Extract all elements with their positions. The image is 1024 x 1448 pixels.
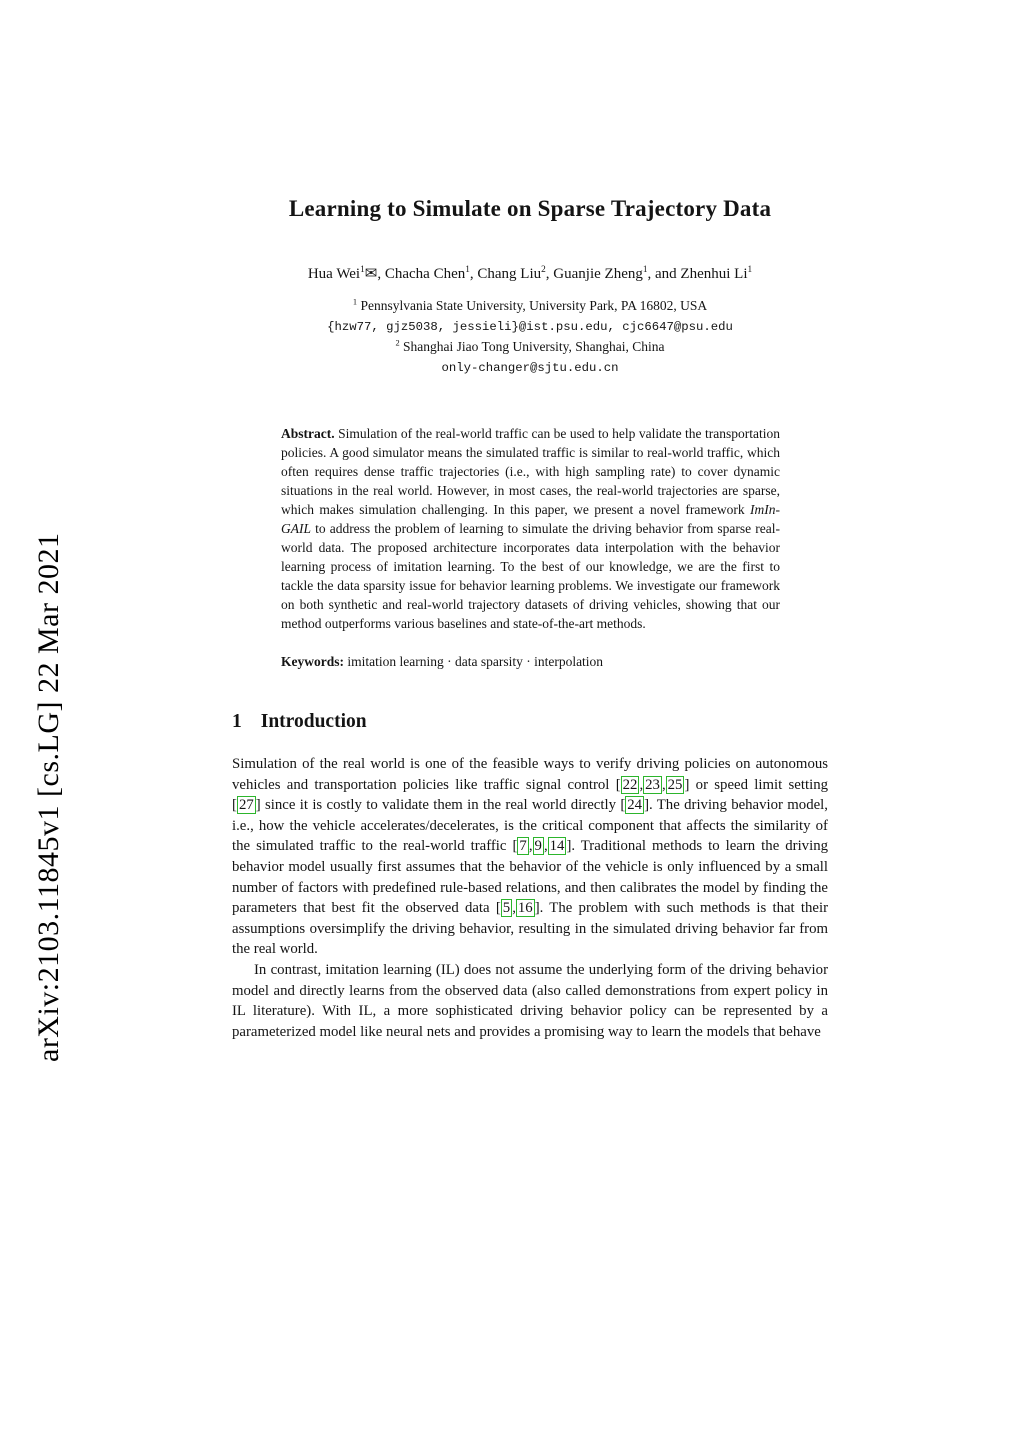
citation-link[interactable]: [ 27 ] (232, 797, 261, 814)
citation-number[interactable]: 7 (519, 838, 527, 855)
text-segment: to address the problem of learning to simulate the driving behavior from sparse real-world data. The proposed architecture incorporates data interpolation with the behavior learning process of imitation learning. To the best of our knowledge, we are the first to tackle the data sparsity issue for behavior learning problems. We investigate our framework on both synthetic and real-world trajectory datasets of driving vehicles, showing that our method outperforms various baselines and state-of-the-art methods. (281, 521, 780, 631)
text-segment: or speed limit setting (689, 776, 828, 793)
citation-link[interactable]: [ 5 , 16 ] (495, 900, 540, 917)
text-segment: Pennsylvania State University, University Park, PA 16802, USA (357, 298, 708, 313)
text-segment: since it is costly to validate them in the real world directly (260, 797, 621, 814)
section-number: 1 (232, 711, 242, 732)
citation-link[interactable]: [ 24 ] (620, 797, 649, 814)
citation-number[interactable]: 27 (238, 797, 254, 814)
affiliation-email-line-2 (232, 357, 828, 378)
citation-number[interactable]: 9 (534, 838, 542, 855)
affiliations (232, 296, 828, 378)
text-segment: In contrast, imitation learning (IL) does not assume the underlying form of the driving behavior model and directly learns from the observed data (also called demonstrations from expert policy in IL literature). With IL, a more sophisticated driving behavior policy can be represented by a parameterized model like neural nets and provides a promising way to learn the models that behave (232, 961, 828, 1040)
text-segment: Hua Wei (307, 266, 361, 282)
affiliation-line-1 (232, 296, 828, 316)
abstract-block (281, 424, 780, 671)
text-segment: . The driving behavior model, i.e., how the vehicle accelerates/decelerates, is the critical component that affects the similarity of the simulated traffic to the real-world traffic (232, 797, 828, 855)
citation-number[interactable]: 25 (667, 776, 683, 793)
text-segment: . The problem with such methods is that their assumptions oversimplify the driving behavior, resulting in the simulated driving behavior far from the real world. (232, 900, 829, 958)
superscript: 1 (642, 265, 648, 275)
arxiv-watermark: arXiv:2103.11845v1 [cs.LG] 22 Mar 2021 (32, 532, 65, 1062)
citation-number[interactable]: 16 (517, 900, 533, 917)
citation-number[interactable]: 23 (645, 776, 660, 793)
abstract-text (281, 424, 780, 633)
text-segment: , and Zhenhui Li (647, 266, 748, 282)
text-segment: Shanghai Jiao Tong University, Shanghai, China (399, 339, 665, 354)
citation-link[interactable]: [ 22 , 23 , 25 ] (615, 776, 690, 793)
text-segment: imitation learning · data sparsity · interpolation (344, 654, 604, 669)
superscript: 2 (395, 338, 400, 348)
keywords-line (281, 652, 780, 671)
bold-text: Abstract. (281, 426, 335, 441)
superscript: 1 (465, 265, 470, 275)
superscript: 1 (747, 265, 753, 275)
text-segment: Simulation of the real world is one of the feasible ways to verify driving policies on autonomous vehicles and transportation policies like traffic signal control (232, 756, 828, 793)
paper-title: Learning to Simulate on Sparse Trajectory Data (288, 196, 772, 221)
superscript: 1 (352, 297, 358, 307)
affiliation-email-line-1 (232, 316, 828, 337)
bold-text: Keywords: (281, 654, 344, 669)
citation-number[interactable]: 14 (549, 838, 565, 855)
affiliation-line-2 (232, 337, 828, 357)
citation-number[interactable]: 22 (622, 776, 638, 793)
envelope-icon: ✉ (364, 266, 378, 282)
superscript: 2 (541, 265, 546, 275)
paragraph-intro-2 (232, 960, 828, 1042)
mono-text: {hzw77, gjz5038, jessieli}@ist.psu.edu, cjc6647@psu.edu (327, 320, 733, 334)
mono-text: only-changer@sjtu.edu.cn (441, 361, 619, 375)
paper-content (232, 0, 828, 1042)
text-segment: , Guanjie Zheng (545, 266, 643, 282)
section-heading (232, 711, 828, 733)
text-segment: . Traditional methods to learn the driving behavior model usually first assumes that the behavior of the vehicle is only influenced by a small number of factors with predefined rule-based relations, and then calibrates the model by finding the parameters that best fit the observed data (232, 838, 828, 917)
citation-number[interactable]: 5 (502, 900, 511, 917)
citation-number[interactable]: 24 (627, 797, 643, 814)
italic-text: ImIn-GAIL (281, 502, 780, 536)
text-segment: , Chacha Chen (377, 266, 466, 282)
citation-link[interactable]: [ 7 , 9 , 14 ] (512, 838, 572, 855)
text-segment: , Chang Liu (469, 266, 542, 282)
paragraph-intro-1 (232, 754, 828, 960)
superscript: 1 (360, 265, 365, 275)
text-segment: Simulation of the real-world traffic can be used to help validate the transportation policies. A good simulator means the simulated traffic is similar to real-world traffic, which often requires dense traffic trajectories (i.e., with high sampling rate) to cover dynamic situations in the real world. However, in most cases, the real-world trajectories are sparse, which makes simulation challenging. In this paper, we present a novel framework (281, 426, 780, 517)
section-title: Introduction (260, 711, 367, 732)
author-line (232, 264, 828, 283)
